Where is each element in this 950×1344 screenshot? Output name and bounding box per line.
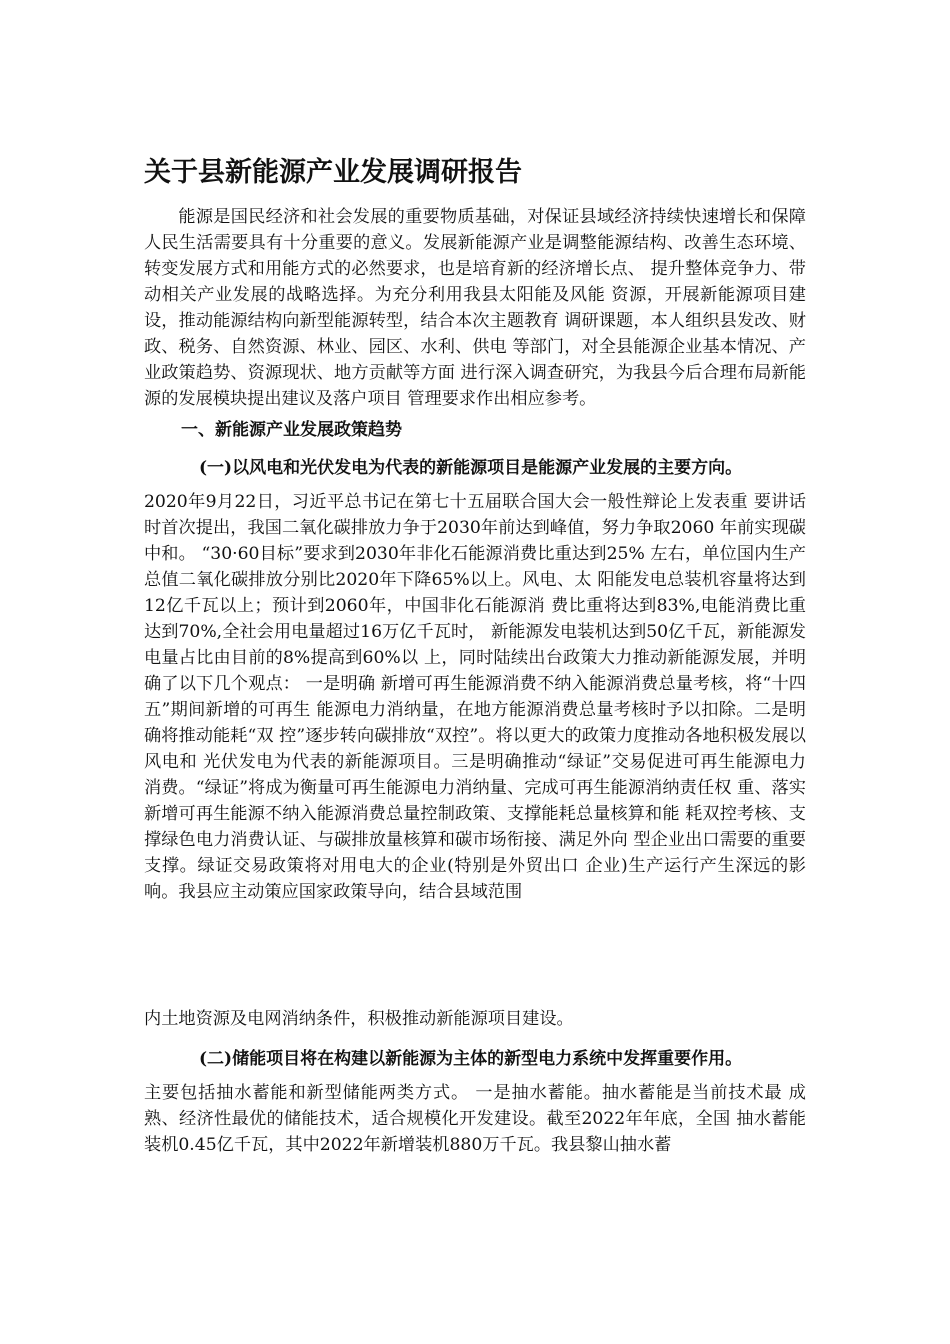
paragraph-wind-solar-policy-continued: 内土地资源及电网消纳条件，积极推动新能源项目建设。 bbox=[144, 1009, 574, 1029]
subsection-heading-wind-solar: (一)以风电和光伏发电为代表的新能源项目是能源产业发展的主要方向。 bbox=[199, 458, 743, 478]
subsection-heading-energy-storage: (二)储能项目将在构建以新能源为主体的新型电力系统中发挥重要作用。 bbox=[199, 1049, 743, 1069]
paragraph-energy-storage: 主要包括抽水蓄能和新型储能两类方式。 一是抽水蓄能。抽水蓄能是当前技术最 成熟、经济性最优的储能技术，适合规模化开发建设。截至2022年年底，全国 抽水蓄能装机0.45亿千瓦，其中2022年新增装机880万千瓦。我县黎山抽水蓄 bbox=[144, 1083, 806, 1155]
section-heading-policy-trends: 一、新能源产业发展政策趋势 bbox=[181, 420, 402, 440]
intro-paragraph: 能源是国民经济和社会发展的重要物质基础，对保证县域经济持续快速增长和保障人民生活需要具有十分重要的意义。发展新能源产业是调整能源结构、改善生态环境、转变发展方式和用能方式的必然要求，也是培育新的经济增长点、 提升整体竞争力、带动相关产业发展的战略选择。为充分利用我县太阳能及风能 资源，开展新能源项目建设，推动能源结构向新型能源转型，结合本次主题教育 调研课题，本人组织县发改、财政、税务、自然资源、林业、园区、水利、供电 等部门，对全县能源企业基本情况、产业政策趋势、资源现状、地方贡献等方面 进行深入调查研究，为我县今后合理布局新能源的发展模块提出建议及落户项目 管理要求作出相应参考。 bbox=[144, 207, 806, 409]
paragraph-wind-solar-policy: 2020年9月22日，习近平总书记在第七十五届联合国大会一般性辩论上发表重 要讲话时首次提出，我国二氧化碳排放力争于2030年前达到峰值，努力争取2060 年前实现碳中和。 “30·60目标”要求到2030年非化石能源消费比重达到25% 左右，单位国内生产总值二氧化碳排放分别比2020年下降65%以上。风电、太 阳能发电总装机容量将达到12亿千瓦以上；预计到2060年，中国非化石能源消 费比重将达到83%,电能消费比重达到70%,全社会用电量超过16万亿千瓦时， 新能源发电装机达到50亿千瓦，新能源发电量占比由目前的8%提高到60%以 上，同时陆续出台政策大力推动新能源发展，并明确了以下几个观点： 一是明确 新增可再生能源消费不纳入能源消费总量考核，将“十四五”期间新增的可再生 能源电力消纳量，在地方能源消费总量考核时予以扣除。二是明确将推动能耗“双 控”逐步转向碳排放“双控”。将以更大的政策力度推动各地积极发展以风电和 光伏发电为代表的新能源项目。三是明确推动“绿证”交易促进可再生能源电力 消费。“绿证”将成为衡量可再生能源电力消纳量、完成可再生能源消纳责任权 重、落实新增可再生能源不纳入能源消费总量控制政策、支撑能耗总量核算和能 耗双控考核、支撑绿色电力消费认证、与碳排放量核算和碳市场衔接、满足外向 型企业出口需要的重要支撑。绿证交易政策将对用电大的企业(特别是外贸出口 企业)生产运行产生深远的影响。我县应主动策应国家政策导向，结合县域范围 bbox=[144, 492, 806, 902]
document-title: 关于县新能源产业发展调研报告 bbox=[144, 157, 522, 188]
